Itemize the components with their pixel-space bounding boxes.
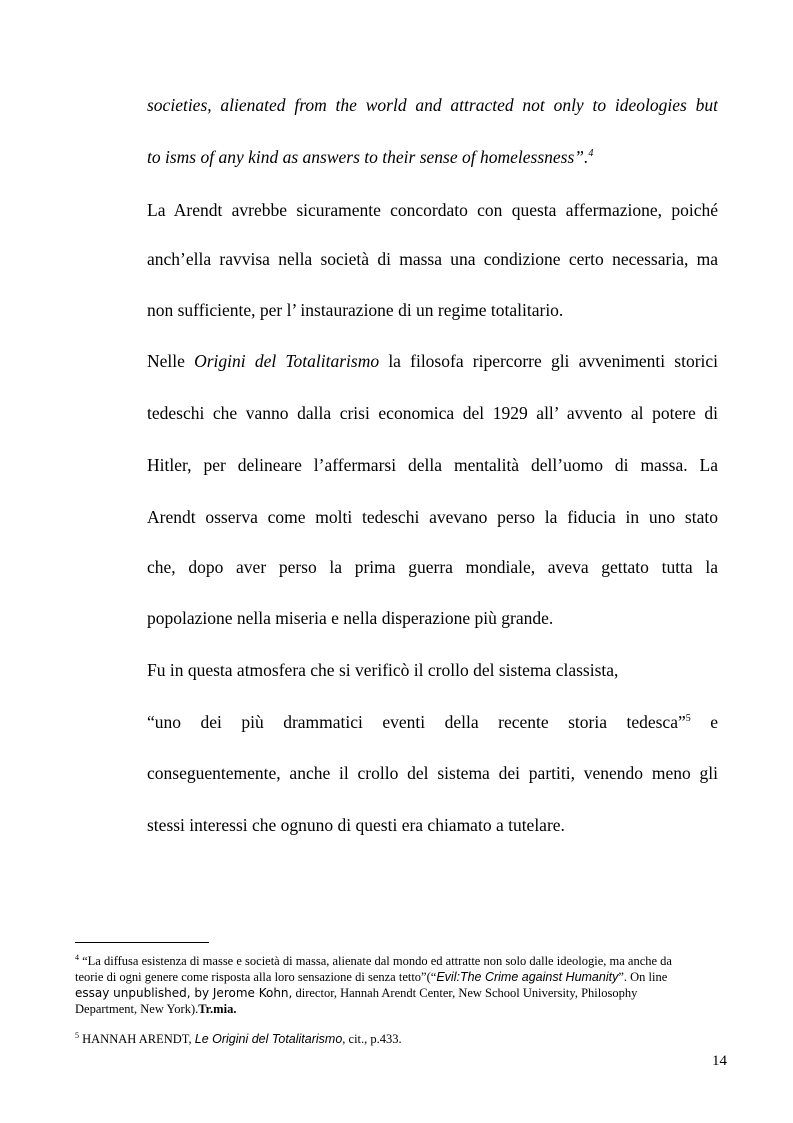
body-line-14: conseguentemente, anche il crollo del sistema dei partiti, venendo meno gli	[147, 763, 718, 783]
footnote-5-line-1	[75, 1031, 720, 1047]
footnote-4-line-1	[75, 953, 720, 969]
quote: “uno dei più drammatici eventi della recente storia tedesca”	[147, 712, 686, 732]
quote-end: to isms of any kind as answers to their sense of homelessness”.	[147, 147, 589, 167]
body-line-15: stessi interessi che ognuno di questi era chiamato a tutelare.	[147, 815, 565, 835]
footnote-4-number: 4	[75, 953, 79, 962]
footnote-4-text-b-post: ”. On line	[618, 970, 668, 984]
footnote-4-author: essay unpublished, by Jerome Kohn,	[75, 986, 293, 1000]
line6-post: la filosofa ripercorre gli avvenimenti storici	[388, 351, 718, 371]
footnote-ref-4[interactable]: 4	[588, 148, 594, 159]
page-number: 14	[712, 1053, 727, 1069]
body-line-6	[147, 350, 718, 372]
body-line-5: non sufficiente, per l’ instaurazione di un regime totalitario.	[147, 300, 564, 320]
body-line-7: tedeschi che vanno dalla crisi economica del 1929 all’ avvento al potere di	[147, 403, 718, 423]
line6-pre: Nelle	[147, 351, 185, 371]
body-line-4: anch’ella ravvisa nella società di massa una condizione certo necessaria, ma	[147, 249, 718, 269]
footnote-4-text-d: Department, New York).	[75, 1002, 199, 1016]
footnote-5-title: Le Origini del Totalitarismo	[194, 1032, 343, 1046]
footnote-4-text-a: “La diffusa esistenza di masse e società di massa, alienate dal mondo ed attratte non solo dalle ideologie, ma anche da	[82, 954, 672, 968]
body-line-10: che, dopo aver perso la prima guerra mondiale, aveva gettato tutta la	[147, 557, 718, 577]
body-line-3: La Arendt avrebbe sicuramente concordato con questa affermazione, poiché	[147, 200, 718, 220]
footnote-4-line-4	[75, 1001, 720, 1017]
book-title: Origini del Totalitarismo	[194, 351, 380, 371]
body-line-12: Fu in questa atmosfera che si verificò il crollo del sistema classista,	[147, 660, 619, 680]
line13-tail: e	[710, 712, 718, 732]
body-line-9: Arendt osserva come molti tedeschi avevano perso la fiducia in uno stato	[147, 507, 718, 527]
footnote-separator	[75, 942, 209, 943]
footnote-5-text-pre: HANNAH ARENDT,	[82, 1032, 192, 1046]
footnote-5-text-post: , cit., p.433.	[342, 1032, 402, 1046]
footnote-4-translation-note: Tr.mia.	[198, 1002, 237, 1016]
body-line-13	[147, 711, 718, 733]
body-line-1: societies, alienated from the world and attracted not only to ideologies but	[147, 95, 718, 115]
footnote-4-line-3	[75, 985, 720, 1001]
footnote-ref-5[interactable]: 5	[685, 713, 691, 724]
footnote-5-number: 5	[75, 1031, 79, 1040]
body-line-2	[147, 146, 718, 168]
body-line-8: Hitler, per delineare l’affermarsi della mentalità dell’uomo di massa. La	[147, 455, 718, 475]
footnote-4-text-c: director, Hannah Arendt Center, New School University, Philosophy	[295, 986, 638, 1000]
body-line-11: popolazione nella miseria e nella disperazione più grande.	[147, 608, 554, 628]
footnote-4-title: Evil:The Crime against Humanity	[436, 970, 619, 984]
footnote-4-text-b: teorie di ogni genere come risposta alla loro sensazione di senza tetto”(“	[75, 970, 437, 984]
footnote-4-line-2	[75, 969, 720, 985]
